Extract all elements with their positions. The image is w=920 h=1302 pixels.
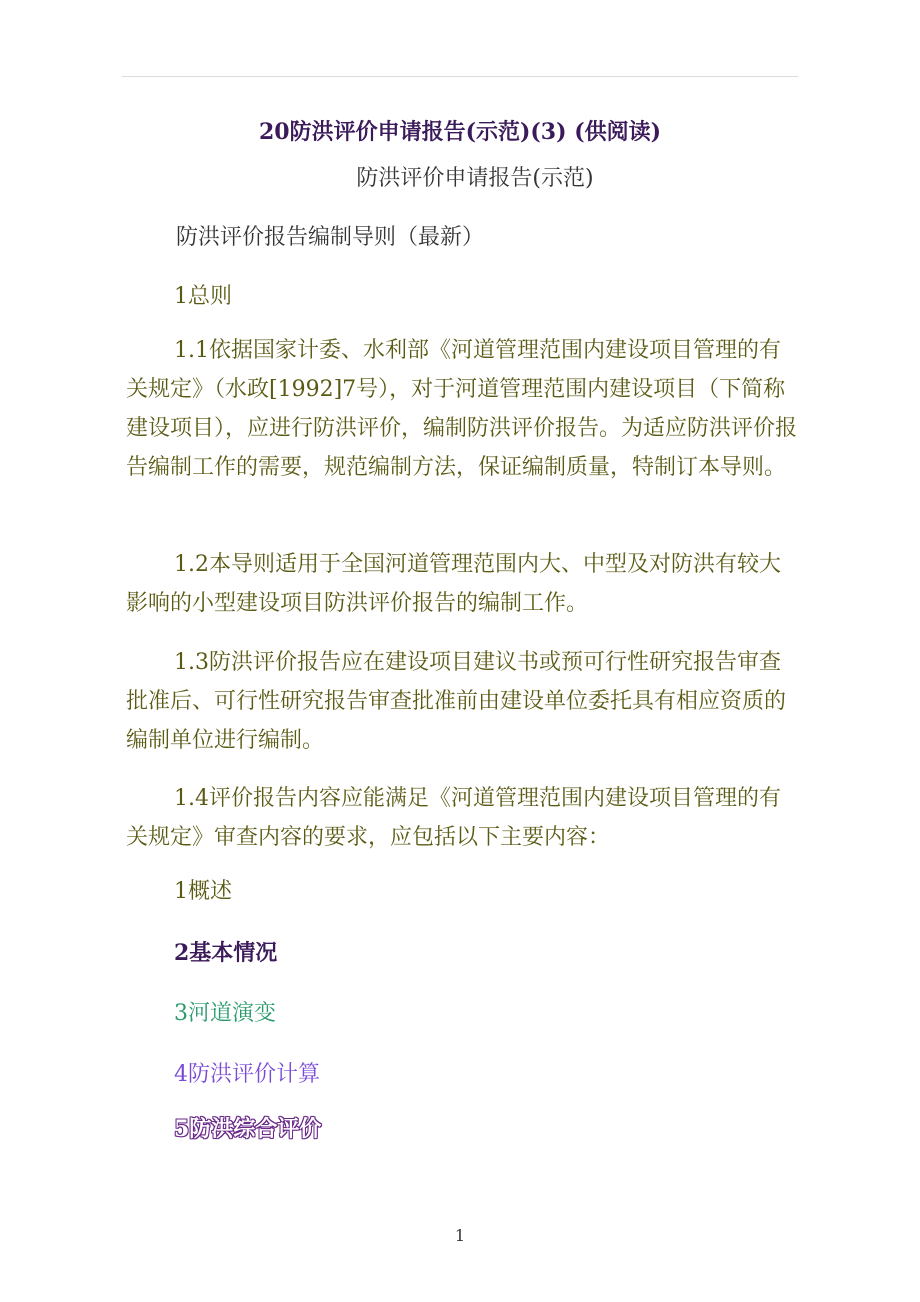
content-item-comprehensive-evaluation: 5防洪综合评价 [174,1116,322,1142]
page-number: 1 [454,1226,466,1245]
content-item-flood-calculation: 4防洪评价计算 [174,1062,320,1087]
paragraph-1-2: 1.2本导则适用于全国河道管理范围内大、中型及对防洪有较大影响的小型建设项目防洪评价报告的编制工作。 [126,552,781,616]
content-item-river-evolution: 3河道演变 [174,1001,276,1026]
document-subtitle: 防洪评价申请报告(示范) [356,166,594,191]
guide-title: 防洪评价报告编制导则（最新） [176,225,485,250]
content-item-overview: 1概述 [174,879,232,904]
content-item-basic-situation: 2基本情况 [174,940,278,966]
paragraph-1-3: 1.3防洪评价报告应在建设项目建议书或预可行性研究报告审查批准后、可行性研究报告审查批准前由建设单位委托具有相应资质的编制单位进行编制。 [126,650,787,753]
header-rule [122,76,798,77]
section-heading-general: 1总则 [174,284,232,309]
document-title: 20防洪评价申请报告(示范)(3) (供阅读) [258,119,662,145]
paragraph-1-1: 1.1依据国家计委、水利部《河道管理范围内建设项目管理的有关规定》（水政[1992]7号），对于河道管理范围内建设项目（下简称建设项目），应进行防洪评价，编制防洪评价报告。为适应防洪评价报告编制工作的需要，规范编制方法，保证编制质量，特制订本导则。 [126,338,798,480]
paragraph-1-4: 1.4评价报告内容应能满足《河道管理范围内建设项目管理的有关规定》审查内容的要求，应包括以下主要内容： [126,786,781,850]
